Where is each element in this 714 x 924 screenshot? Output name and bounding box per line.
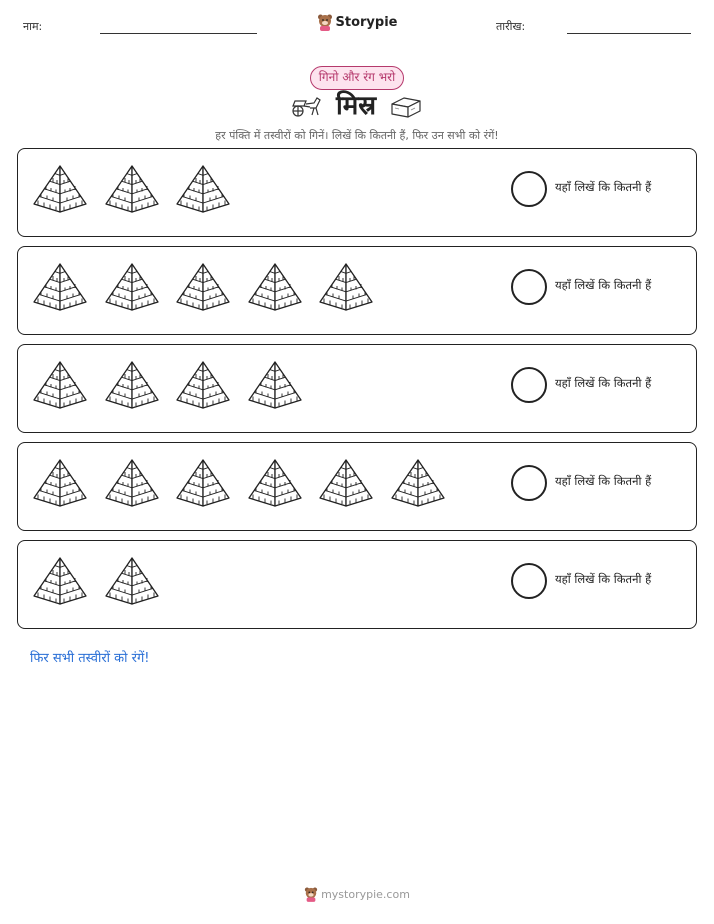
- pyramid-icon: [174, 164, 232, 214]
- answer-label: यहाँ लिखें कि कितनी हैं: [555, 180, 652, 194]
- count-row-1: [17, 148, 697, 237]
- pyramid-icon: [174, 458, 232, 508]
- pyramid-icon: [31, 360, 89, 410]
- worksheet-title: मिस्र: [336, 91, 377, 121]
- pyramid-icon: [31, 262, 89, 312]
- pyramid-icon: [103, 556, 161, 606]
- count-row-4: [17, 442, 697, 531]
- bear-mascot-icon: [304, 886, 318, 902]
- answer-label: यहाँ लिखें कि कितनी हैं: [555, 278, 652, 292]
- brand: [0, 13, 714, 35]
- pyramid-icon: [174, 360, 232, 410]
- answer-circle[interactable]: [511, 269, 547, 305]
- answer-label: यहाँ लिखें कि कितनी हैं: [555, 376, 652, 390]
- answer-circle[interactable]: [511, 563, 547, 599]
- stone-block-icon: [390, 95, 422, 119]
- answer-circle[interactable]: [511, 465, 547, 501]
- answer-label: यहाँ लिखें कि कितनी हैं: [555, 474, 652, 488]
- count-row-2: [17, 246, 697, 335]
- answer-circle[interactable]: [511, 367, 547, 403]
- pyramid-icon: [31, 164, 89, 214]
- pyramid-icon: [31, 556, 89, 606]
- chariot-icon: [290, 94, 324, 118]
- pyramid-icon: [246, 360, 304, 410]
- pyramid-icon: [103, 164, 161, 214]
- closing-instruction: फिर सभी तस्वीरों को रंगें!: [30, 651, 150, 666]
- date-label: तारीख:: [496, 20, 526, 33]
- footer: [0, 886, 714, 906]
- activity-tag: गिनो और रंग भरो: [310, 66, 404, 90]
- bear-mascot-icon: [317, 13, 333, 31]
- pyramid-icon: [103, 458, 161, 508]
- answer-circle[interactable]: [511, 171, 547, 207]
- pyramid-icon: [389, 458, 447, 508]
- pyramid-icon: [246, 458, 304, 508]
- pyramid-icon: [31, 458, 89, 508]
- date-line[interactable]: [567, 33, 691, 34]
- pyramid-icon: [317, 262, 375, 312]
- answer-label: यहाँ लिखें कि कितनी हैं: [555, 572, 652, 586]
- footer-site: mystorypie.com: [321, 887, 410, 901]
- name-label: नाम:: [23, 20, 43, 33]
- brand-name: Storypie: [335, 14, 398, 30]
- pyramid-icon: [317, 458, 375, 508]
- pyramid-icon: [103, 262, 161, 312]
- count-row-5: [17, 540, 697, 629]
- pyramid-icon: [103, 360, 161, 410]
- instruction-text: हर पंक्ति में तस्वीरों को गिनें। लिखें कि कितनी हैं, फिर उन सभी को रंगें!: [215, 129, 499, 142]
- pyramid-icon: [174, 262, 232, 312]
- count-row-3: [17, 344, 697, 433]
- pyramid-icon: [246, 262, 304, 312]
